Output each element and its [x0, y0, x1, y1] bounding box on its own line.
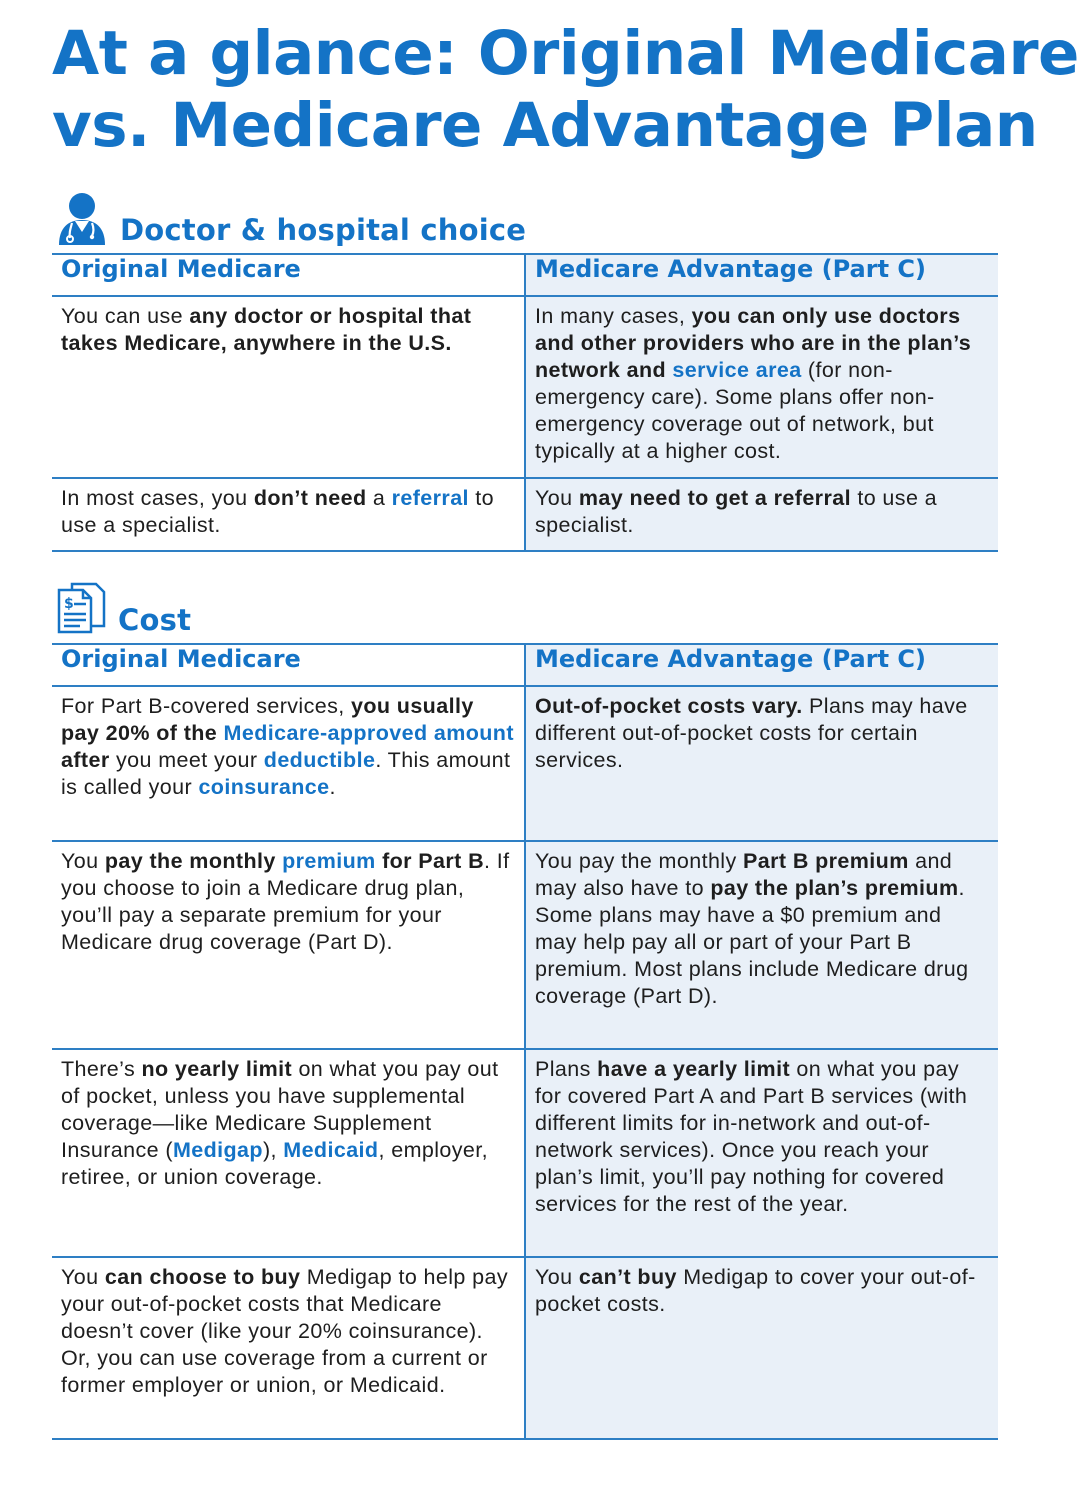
table-row — [52, 1257, 998, 1439]
section-header-doctor — [56, 190, 526, 246]
cell-advantage-yearly-limit: Plans have a yearly limit on what you pay for covered Part A and Part B services (with different limits for in-network and out-of-network services). Once you reach your plan’s limit, you’ll pay nothing for covered services for the rest of the year. — [525, 1049, 998, 1257]
table-row — [52, 296, 998, 478]
cost-comparison-table — [52, 643, 998, 1440]
doctor-comparison-table — [52, 253, 998, 552]
col-header-medicare-advantage: Medicare Advantage (Part C) — [525, 644, 998, 686]
cell-original-medigap: You can choose to buy Medigap to help pay your out-of-pocket costs that Medicare doesn’t cover (like your 20% coinsurance). Or, you can use coverage from a current or former employer or union, or Medicaid. — [52, 1257, 525, 1439]
cell-original-coinsurance: For Part B-covered services, you usually pay 20% of the Medicare-approved amount after you meet your deductible. This amount is called your coinsurance. — [52, 686, 525, 841]
col-header-medicare-advantage: Medicare Advantage (Part C) — [525, 254, 998, 296]
cell-original-premium: You pay the monthly premium for Part B. If you choose to join a Medicare drug plan, you’ll pay a separate premium for your Medicare drug coverage (Part D). — [52, 841, 525, 1049]
col-header-original-medicare: Original Medicare — [52, 644, 525, 686]
cell-original-yearly-limit: There’s no yearly limit on what you pay out of pocket, unless you have supplemental coverage—like Medicare Supplement Insurance (Medigap), Medicaid, employer, retiree, or union coverage. — [52, 1049, 525, 1257]
col-header-original-medicare: Original Medicare — [52, 254, 525, 296]
medicare-approved-amount-link[interactable]: Medicare-approved amount — [223, 721, 514, 745]
section-title-doctor: Doctor & hospital choice — [120, 213, 527, 247]
referral-link[interactable]: referral — [391, 486, 469, 510]
service-area-link[interactable]: service area — [672, 358, 802, 382]
deductible-link[interactable]: deductible — [263, 748, 376, 772]
premium-link[interactable]: premium — [282, 849, 376, 873]
doctor-icon — [56, 190, 108, 246]
cell-advantage-medigap: You can’t buy Medigap to cover your out-of-pocket costs. — [525, 1257, 998, 1439]
svg-text:$: $ — [64, 596, 74, 612]
table-row — [52, 841, 998, 1049]
medicaid-link[interactable]: Medicaid — [283, 1138, 379, 1162]
cell-advantage-out-of-pocket: Out-of-pocket costs vary. Plans may have different out-of-pocket costs for certain services. — [525, 686, 998, 841]
cell-advantage-referral: You may need to get a referral to use a specialist. — [525, 478, 998, 551]
page-title — [52, 18, 1079, 162]
cell-original-referral: In most cases, you don’t need a referral to use a specialist. — [52, 478, 525, 551]
section-title-cost: Cost — [118, 603, 192, 637]
medigap-link[interactable]: Medigap — [172, 1138, 263, 1162]
section-header-cost — [56, 580, 191, 636]
cell-original-provider-choice: You can use any doctor or hospital that takes Medicare, anywhere in the U.S. — [52, 296, 525, 478]
table-header-row — [52, 644, 998, 686]
title-line-1: At a glance: Original Medicare — [52, 18, 1079, 89]
cost-document-icon — [56, 580, 106, 636]
cell-advantage-premium: You pay the monthly Part B premium and may also have to pay the plan’s premium. Some plans may have a $0 premium and may help pay all or part of your Part B premium. Most plans include Medicare drug coverage (Part D). — [525, 841, 998, 1049]
title-line-2: vs. Medicare Advantage Plan — [52, 90, 1038, 161]
cell-advantage-provider-choice: In many cases, you can only use doctors and other providers who are in the plan’s network and service area (for non-emergency care). Some plans offer non-emergency coverage out of network, but typically at a higher cost. — [525, 296, 998, 478]
table-row — [52, 686, 998, 841]
table-row — [52, 478, 998, 551]
coinsurance-link[interactable]: coinsurance — [198, 775, 330, 799]
table-row — [52, 1049, 998, 1257]
table-header-row — [52, 254, 998, 296]
